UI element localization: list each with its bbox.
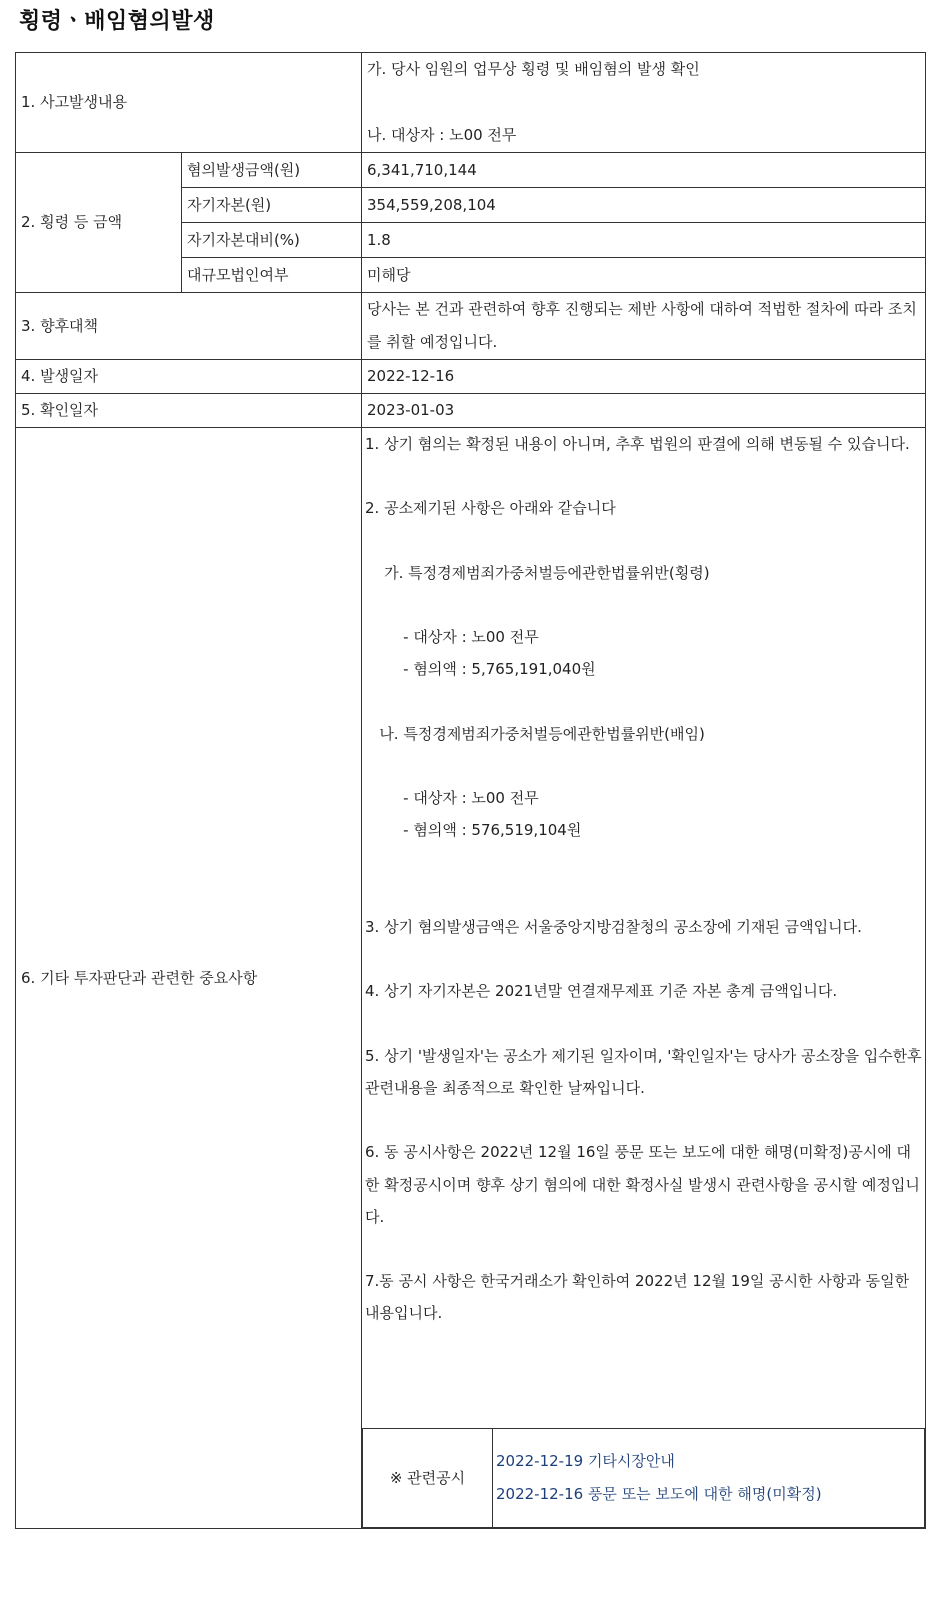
amount-value: 미해당 bbox=[362, 258, 926, 293]
disclosure-table bbox=[15, 52, 926, 1529]
amount-label: 대규모법인여부 bbox=[182, 258, 362, 293]
row-label: 2. 횡령 등 금액 bbox=[16, 153, 182, 293]
row-occurrence-date bbox=[16, 360, 926, 394]
row-content: 당사는 본 건과 관련하여 향후 진행되는 제반 사항에 대하여 적법한 절차에 따라 조치를 취할 예정입니다. bbox=[362, 293, 926, 360]
row-label: 4. 발생일자 bbox=[16, 360, 362, 394]
row-label: 1. 사고발생내용 bbox=[16, 53, 362, 153]
related-links bbox=[493, 1429, 925, 1528]
amount-value: 354,559,208,104 bbox=[362, 188, 926, 223]
row-value: 2022-12-16 bbox=[362, 360, 926, 394]
content-line-a: 가. 당사 임원의 업무상 횡령 및 배임혐의 발생 확인 bbox=[367, 60, 700, 78]
row-content: 1. 상기 혐의는 확정된 내용이 아니며, 추후 법원의 판결에 의해 변동될 수 있습니다. 2. 공소제기된 사항은 아래와 같습니다 가. 특정경제범죄가중처벌등에관한법률위반(횡령) - 대상자 : 노00 전무 - 혐의액 : 5,765,191,040원 나. 특정경제범죄가중처벌등에관한법률위반(배임) - 대상자 : 노00 전무 - 혐의액 : 576,519,104원 3. 상기 혐의발생금액은 서울중앙지방검찰청의 공소장에 기재된 금액입니다. 4. 상기 자기자본은 2021년말 연결재무제표 기준 자본 총계 금액입니다. 5. 상기 '발생일자'는 공소가 제기된 일자이며, '확인일자'는 당사가 공소장을 입수한후 관련내용을 최종적으로 확인한 날짜입니다. 6. 동 공시사항은 2022년 12월 16일 풍문 또는 보도에 대한 해명(미확정)공시에 대한 확정공시이며 향후 상기 혐의에 대한 확정사실 발생시 관련사항을 공시할 예정입니다. 7.동 공시 사항은 한국거래소가 확인하여 2022년 12월 19일 공시한 사항과 동일한 내용입니다. bbox=[365, 435, 922, 1323]
related-link[interactable]: 2022-12-19 기타시장안내 bbox=[496, 1452, 675, 1470]
row-value: 2023-01-03 bbox=[362, 394, 926, 428]
amount-label: 혐의발생금액(원) bbox=[182, 153, 362, 188]
page-title: 횡령ㆍ배임혐의발생 bbox=[19, 9, 215, 34]
row-content bbox=[362, 53, 926, 153]
row-confirm-date bbox=[16, 394, 926, 428]
row-content-cell bbox=[362, 428, 926, 1529]
row-label: 3. 향후대책 bbox=[16, 293, 362, 360]
content-line-b: 나. 대상자 : 노00 전무 bbox=[367, 126, 517, 144]
amount-value: 6,341,710,144 bbox=[362, 153, 926, 188]
row-measures bbox=[16, 293, 926, 360]
row-label: 6. 기타 투자판단과 관련한 중요사항 bbox=[16, 428, 362, 1529]
row-label: 5. 확인일자 bbox=[16, 394, 362, 428]
related-disclosures bbox=[362, 1428, 925, 1528]
row-other-matters bbox=[16, 428, 926, 1529]
row-incident bbox=[16, 53, 926, 153]
amount-value: 1.8 bbox=[362, 223, 926, 258]
amount-label: 자기자본대비(%) bbox=[182, 223, 362, 258]
related-label: ※ 관련공시 bbox=[363, 1429, 493, 1528]
amount-label: 자기자본(원) bbox=[182, 188, 362, 223]
row-amount-item bbox=[16, 153, 926, 188]
related-link[interactable]: 2022-12-16 풍문 또는 보도에 대한 해명(미확정) bbox=[496, 1485, 822, 1503]
